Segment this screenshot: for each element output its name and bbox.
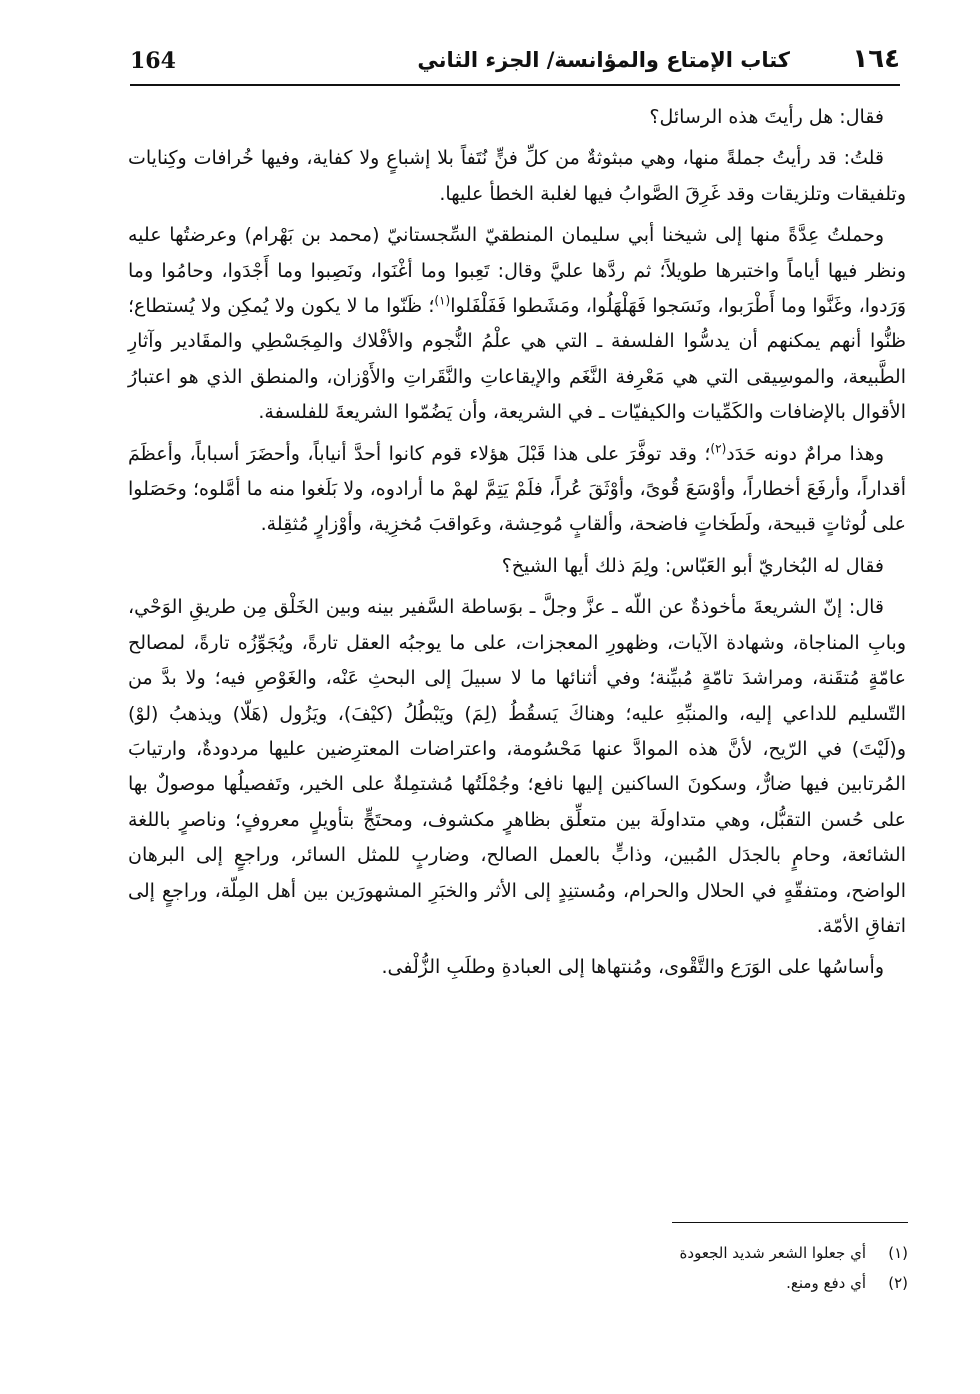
footnote-ref: (١) [434,293,451,308]
page-number-latin: 164 [130,48,176,74]
paragraph-text: ؛ ظَنّوا ما لا يكون ولا يُمكِن ولا يُستطاع؛ ظنُّوا أنهم يمكنهم أن يدسُّوا الفلسفة ـ التي هي علْمُ النُّجوم والأفْلاك والمِجَسْطِي والمقَادير وآثارِ الطَّبيعة، والموسِيقى التي هي مَعْرِفة النَّغَم والإيقاعاتِ والنَّقَراتِ والأَوْزان، والمنطق الذي هو اعتبارُ الأقوال بالإضافات والكَمِّيات والكيفيّات ـ في الشريعة، وأن يَضُمّوا الشريعةَ للفلسفة. [128,295,906,424]
paragraph: فقال له البُخاريّ أبو العَبّاس: ولِمَ ذلك أيها الشيخ؟ [501,554,884,577]
footnote-ref: (٢) [710,441,727,456]
paragraph: قلتُ: قد رأيتُ جملةً منها، وهي مبثوثةٌ من كلِّ فنٍّ نُتَفاً بلا إشباعٍ ولا كفاية، وفيها خُرافات وكِنايات وتلفيقات وتلزيقات وقد غَرِقَ الصَّوابُ فيها لغلبة الخطأ عليها. [128,147,906,205]
paragraph: قال: إنّ الشريعةَ مأخوذةٌ عن اللّه ـ عزَّ وجلَّ ـ بوَساطة السَّفير بينه وبين الخَلْق مِن طريقِ الوَحْي، وبابِ المناجاة، وشهادة الآيات، وظهورِ المعجزات، على ما يوجبُه العقل تارةً، ويُجَوِّزُه تارةً، لمصالح عامّةٍ مُتقَنة، ومراشدَ تامّةٍ مُبيِّنة؛ وفي أثنائها ما لا سبيلَ إلى البحثِ عَنْه، والغَوْصِ فيه؛ ولا بدَّ من التّسليم للداعي إليه، والمنبِّهِ عليه؛ وهناكَ يَسقُطُ (لِمَ) ويَبْطُلُ (كيْفَ)، ويَزُول (هَلّا) ويذهبُ (لوْ) و(لَيْتَ) في الرّيح، لأنَّ هذه الموادَّ عنها مَحْسُومة، واعتراضات المعترِضين عليها مردودةٌ، وارتيابَ المُرتابين فيها ضارٌّ، وسكونَ الساكنين إليها نافع؛ وجُمْلَتُها مُشتمِلةٌ على الخير، وتَفصيلُها موصولٌ بها على حُسن التقبُّل، وهي متداولَة بين متعلِّق بظاهرٍ مكشوف، ومحتَجٍّ بتأويلٍ معروفٍ؛ وناصرٍ باللغة الشائعة، وحامٍ بالجدَل المُبين، وذابٍّ بالعمل الصالح، وضاربٍ للمثل السائر، وراجعٍ إلى البرهان الواضح، ومتفقّهٍ في الحلال والحرام، ومُستنِدٍ إلى الأثر والخبَرِ المشهورَين بين أهل المِلّة، وراجعٍ إلى اتفاقِ الأمّة. [128,596,906,937]
paragraph [128,437,906,543]
footnote-text: أي دفع ومنع. [786,1274,866,1292]
footnote-rule [672,1222,908,1223]
footnote-text: أي جعلوا الشعر شديد الجعودة [679,1244,866,1262]
footnote [408,1238,908,1268]
footnote-number: (٢) [888,1274,908,1292]
footnote [408,1268,908,1298]
paragraph: فقال: هل رأيتَ هذه الرسائل؟ [649,106,884,128]
footnote-number: (١) [888,1244,908,1262]
paragraph [128,218,906,430]
footnotes [408,1238,908,1298]
header-rule [130,84,900,86]
main-text [128,100,906,992]
paragraph-text: وحملتُ عِدَّةً منها إلى شيخنا أبي سليمان المنطقيّ السِّجستانيّ (محمد بن بَهْرام) وعرضتُها عليه ونظر فيها أياماً واختبرها طويلاً؛ ثم ردَّها عليَّ وقال: تَعِبوا وما أغْنَوا، ونَصِبوا وما أَجْدَوا، وحامُوا وما وَرَدوا، وغَنَّوا وما أَطْرَبوا، ونَسَجوا فَهَلْهَلُوا، ومَشَطوا فَفَلْفَلوا [128,224,906,318]
paragraph: وأساسُها على الوَرَع والتَّقْوى، ومُنتهاها إلى العبادةِ وطلَبِ الزُّلْفى. [381,956,884,979]
paragraph-text: ؛ وقد توفَّرَ على هذا قَبْلَ هؤلاء قوم كانوا أحدَّ أنياباً، وأحضَرَ أسباباً، وأعظَمَ أقداراً، وأرفَعَ أخطاراً، وأوْسَعَ قُوىً، وأوْثَقَ عُراً، فلَمْ يَتِمَّ لهمْ ما أرادوه، ولا بَلَغوا منه ما أمَّلوه؛ وحَصَلوا على لُوثاتٍ قبيحة، ولَطَخاتٍ فاضحة، وألقابٍ مُوحِشة، وعَواقبَ مُخزِية، وأوْزارٍ مُثقِلة. [128,442,906,536]
paragraph-text: وهذا مرامٌ دونه حَدَد [726,442,884,465]
page-number-arabic: ١٦٤ [852,44,900,74]
running-title: كتاب الإمتاع والمؤانسة/ الجزء الثاني [417,48,790,72]
page-header [130,38,900,88]
